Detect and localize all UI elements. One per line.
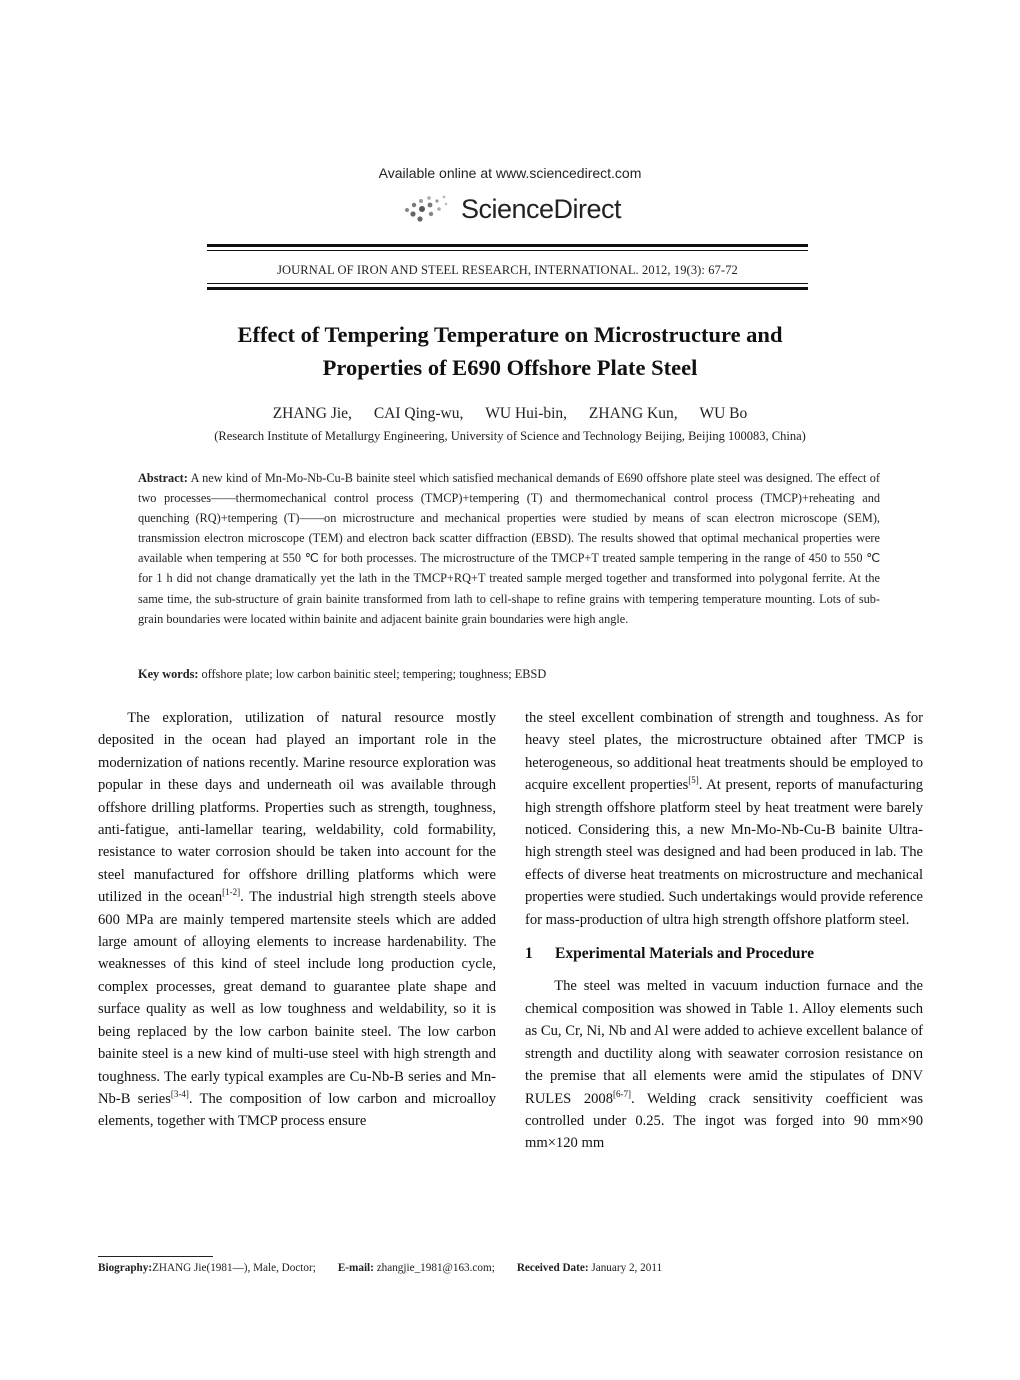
affiliation: (Research Institute of Metallurgy Engineering, University of Science and Technology Beijing, Beijing 100083, China) [214, 429, 806, 443]
email-label: E-mail: [337, 1262, 374, 1274]
header-rule-top-thick [207, 244, 808, 247]
keywords-text: offshore plate; low carbon bainitic steel; tempering; toughness; EBSD [201, 667, 547, 681]
body-text: . The industrial high strength steels above 600 MPa are mainly tempered martensite steels which are added large amount of alloying elements to increase hardenability. The weaknesses of this kind of steel include long production cycle, complex processes, great demand to guarantee plate shape and surface quality as well as low toughness and weldability, so it is being replaced by the low carbon bainite steel. The low carbon bainite steel is a new kind of multi-use steel with high strength and toughness. The early typical examples are Cu-Nb-B series and Mn-Nb-B series [98, 889, 496, 1107]
journal-citation: JOURNAL OF IRON AND STEEL RESEARCH, INTERNATIONAL. 2012, 19(3): 67-72 [277, 263, 738, 277]
received-date: January 2, 2011 [591, 1262, 663, 1274]
body-text: The steel was melted in vacuum induction furnace and the chemical composition was showed in Table 1. Alloy elements such as Cu, Cr, Ni, Nb and Al were added to achieve excellent balance of strength and ductility along with seawater corrosion resistance on the premise that all elements were amid the stipulates of DNV RULES 2008 [525, 978, 923, 1107]
citation-ref: [1-2] [222, 887, 241, 898]
body-text: The exploration, utilization of natural resource mostly deposited in the ocean had played an important role in the modernization of nations recently. Marine resource exploration was popular in these days and underneath oil was available through offshore drilling platforms. Properties such as strength, toughness, anti-fatigue, anti-lamellar tearing, weldability, cold formability, resistance to water corrosion should be taken into account for the steel manufactured for offshore drilling platforms which were utilized in the ocean [98, 710, 496, 906]
body-text: the steel excellent combination of strength and toughness. As for heavy steel plates, the microstructure obtained after TMCP is heterogeneous, so additional heat treatments should be employed to acquire excellent properties [525, 710, 923, 794]
abstract-label: Abstract: [138, 471, 188, 485]
sciencedirect-wordmark: ScienceDirect [460, 193, 622, 224]
author: ZHANG Kun, [588, 405, 678, 422]
sciencedirect-brand [0, 192, 1020, 232]
received-label: Received Date: [516, 1262, 589, 1274]
header-rule-top-thin [207, 250, 808, 251]
intro-paragraph-continued [525, 707, 923, 931]
abstract [138, 468, 880, 629]
header-rule-bottom-thin [207, 283, 808, 284]
body-text: . Welding crack sensitivity coefficient was controlled under 0.25. The ingot was forged into 90 mm×90 mm×120 mm [525, 1090, 923, 1152]
title-line-2: Properties of E690 Offshore Plate Steel [322, 355, 698, 380]
biography-text: ZHANG Jie(1981—), Male, Doctor; [152, 1262, 316, 1274]
body-text: . At present, reports of manufacturing high strength offshore platform steel by heat treatment were barely noticed. Considering this, a new Mn-Mo-Nb-Cu-B bainite Ultra-high strength steel was designed and had been produced in lab. The effects of diverse heat treatments on microstructure and mechanical properties were studied. Such undertakings would provide reference for mass-production of ultra high strength offshore platform steel. [525, 777, 924, 928]
title-line-1: Effect of Tempering Temperature on Microstructure and [237, 322, 783, 347]
body-column-right [525, 707, 923, 1155]
section-heading [525, 943, 923, 965]
methods-paragraph [525, 975, 923, 1154]
header-rule-bottom-thick [207, 287, 808, 290]
author: WU Bo [699, 405, 748, 422]
body-column-left [98, 707, 496, 1133]
footnote [98, 1262, 918, 1274]
citation-ref: [5] [688, 775, 699, 786]
section-number: 1 [525, 945, 533, 963]
intro-paragraph [98, 707, 496, 1133]
author: WU Hui-bin, [485, 405, 568, 422]
citation-ref: [6-7] [613, 1088, 632, 1099]
section-title: Experimental Materials and Procedure [555, 945, 815, 963]
citation-ref: [3-4] [170, 1089, 189, 1100]
footnote-rule [98, 1256, 213, 1257]
author: ZHANG Jie, [272, 405, 352, 422]
keywords-label: Key words: [138, 667, 199, 681]
keywords [138, 667, 880, 682]
paper-title [100, 318, 920, 384]
available-online-text: Available online at www.sciencedirect.com [378, 165, 642, 181]
sciencedirect-logo-icon [399, 192, 457, 226]
author-list [0, 405, 1020, 423]
body-text: . The composition of low carbon and microalloy elements, together with TMCP process ensure [98, 1090, 496, 1130]
abstract-text: A new kind of Mn-Mo-Nb-Cu-B bainite steel which satisfied mechanical demands of E690 offshore plate steel was designed. The effect of two processes——thermomechanical control process (TMCP)+tempering (T) and thermomechanical control process (TMCP)+reheating and quenching (RQ)+tempering (T)——on microstructure and mechanical properties were studied by means of scan electron microscope (SEM), transmission electron microscope (TEM) and electron back scatter diffraction (EBSD). The results showed that optimal mechanical properties were available when tempering at 550 ℃ for both processes. The microstructure of the TMCP+T treated sample tempering in the range of 450 to 550 ℃ for 1 h did not change dramatically yet the lath in the TMCP+RQ+T treated sample merged together and transformed into polygonal ferrite. At the same time, the sub-structure of grain bainite transformed from lath to cell-shape to refine grains with tempering temperature mounting. Lots of sub-grain boundaries were located within bainite and adjacent bainite grain boundaries were high angle. [138, 471, 880, 626]
email-text: zhangjie_1981@163.com; [376, 1262, 495, 1274]
biography-label: Biography: [98, 1262, 153, 1274]
author: CAI Qing-wu, [373, 405, 464, 422]
